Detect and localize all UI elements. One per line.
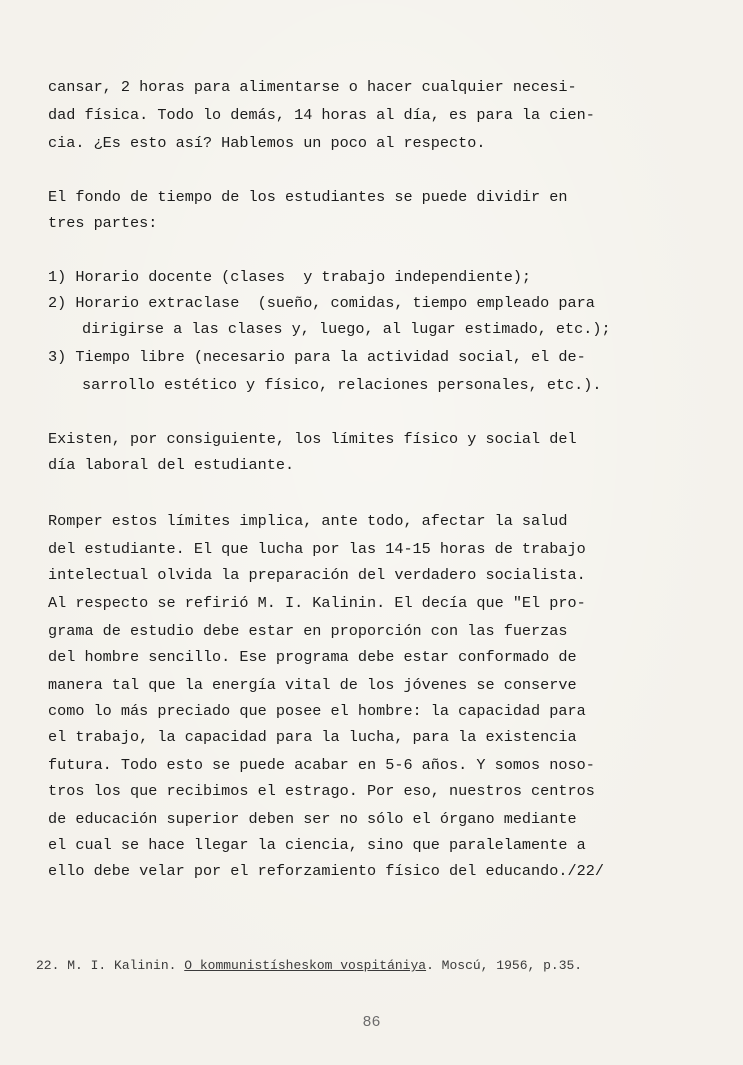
text-line: cansar, 2 horas para alimentarse o hacer cualquier necesi- <box>48 78 577 96</box>
text-line: el trabajo, la capacidad para la lucha, para la existencia <box>48 728 577 746</box>
text-line: el cual se hace llegar la ciencia, sino que paralelamente a <box>48 836 586 854</box>
text-line: grama de estudio debe estar en proporción con las fuerzas <box>48 622 568 640</box>
footnote-suffix: . Moscú, 1956, p.35. <box>426 958 583 973</box>
text-line: dad física. Todo lo demás, 14 horas al día, es para la cien- <box>48 106 595 124</box>
text-line: futura. Todo esto se puede acabar en 5-6 años. Y somos noso- <box>48 756 595 774</box>
text-line: cia. ¿Es esto así? Hablemos un poco al respecto. <box>48 134 486 152</box>
text-line: intelectual olvida la preparación del verdadero socialista. <box>48 566 586 584</box>
text-line: ello debe velar por el reforzamiento físico del educando./22/ <box>48 862 604 880</box>
list-item: 3) Tiempo libre (necesario para la actividad social, el de- <box>48 348 586 366</box>
text-line: día laboral del estudiante. <box>48 456 295 474</box>
text-line: Romper estos límites implica, ante todo, afectar la salud <box>48 512 568 530</box>
list-item: 1) Horario docente (clases y trabajo independiente); <box>48 268 532 286</box>
text-line: como lo más preciado que posee el hombre: la capacidad para <box>48 702 586 720</box>
text-line: de educación superior deben ser no sólo el órgano mediante <box>48 810 577 828</box>
list-item-continuation: dirigirse a las clases y, luego, al lugar estimado, etc.); <box>82 320 611 338</box>
footnote-prefix: 22. M. I. Kalinin. <box>36 958 185 973</box>
text-line: manera tal que la energía vital de los jóvenes se conserve <box>48 676 577 694</box>
footnote <box>36 958 582 973</box>
footnote-title: O kommunistísheskom vospitániya <box>184 958 427 973</box>
text-line: tros los que recibimos el estrago. Por eso, nuestros centros <box>48 782 595 800</box>
text-line: El fondo de tiempo de los estudiantes se puede dividir en <box>48 188 568 206</box>
list-item: 2) Horario extraclase (sueño, comidas, tiempo empleado para <box>48 294 595 312</box>
page-number: 86 <box>362 1014 381 1031</box>
text-line: tres partes: <box>48 214 158 232</box>
text-line: del estudiante. El que lucha por las 14-15 horas de trabajo <box>48 540 586 558</box>
list-item-continuation: sarrollo estético y físico, relaciones personales, etc.). <box>82 376 602 394</box>
text-line: Existen, por consiguiente, los límites físico y social del <box>48 430 577 448</box>
text-line: del hombre sencillo. Ese programa debe estar conformado de <box>48 648 577 666</box>
text-line: Al respecto se refirió M. I. Kalinin. El decía que "El pro- <box>48 594 586 612</box>
